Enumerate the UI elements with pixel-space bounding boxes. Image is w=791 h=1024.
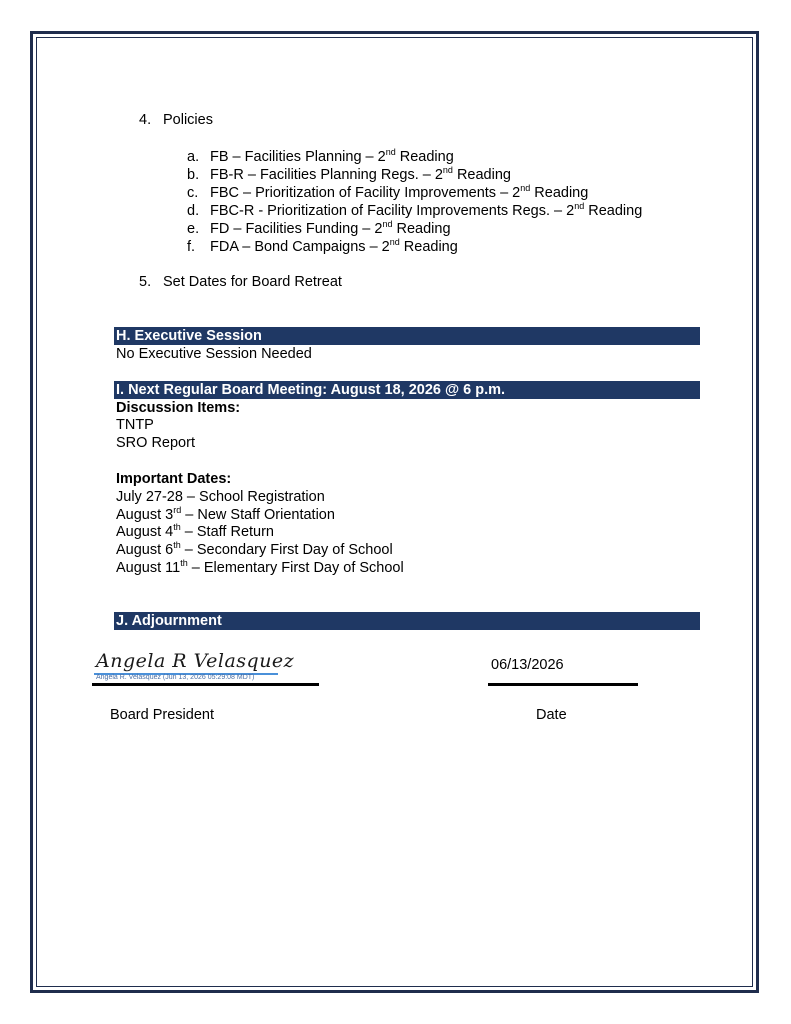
policy-sup: nd [382,219,393,229]
section-h-heading: H. Executive Session [114,327,700,345]
policy-suffix: Reading [452,167,511,183]
signature-line [92,683,319,686]
policy-sup: nd [442,165,453,175]
policy-text: FBC-R - Prioritization of Facility Improvements Regs. – 2 [210,203,575,219]
policy-letter: d. [187,203,200,219]
policy-text: FBC – Prioritization of Facility Improvements – 2 [210,185,521,201]
policy-item [187,165,511,184]
policy-sup: nd [520,183,531,193]
policies-heading [139,111,213,129]
date-label: Date [536,707,567,723]
policy-suffix: Reading [392,221,451,237]
retreat-item [139,273,342,291]
discussion-item: TNTP [116,417,154,433]
policy-letter: e. [187,221,200,237]
date-item: August 11th – Elementary First Day of School [116,558,404,576]
policy-letter: f. [187,239,196,255]
policy-item [187,219,451,238]
policy-item [187,201,643,220]
date-item: August 6th – Secondary First Day of School [116,540,393,558]
policy-text: FDA – Bond Campaigns – 2 [210,239,390,255]
policy-item [187,183,589,202]
section-i-heading: I. Next Regular Board Meeting: August 18, 2026 @ 6 p.m. [114,381,700,399]
signature-date: 06/13/2026 [491,657,564,673]
signature-script: Angela R Velasquez [96,650,295,672]
date-item: July 27-28 – School Registration [116,489,325,505]
policies-number: 4. [139,112,152,128]
policy-suffix: Reading [584,203,643,219]
date-item: August 3rd – New Staff Orientation [116,505,335,523]
important-dates-label: Important Dates: [116,471,232,487]
policy-item [187,147,454,166]
retreat-number: 5. [139,274,152,290]
policy-letter: c. [187,185,199,201]
section-h-body: No Executive Session Needed [116,346,312,362]
date-line [488,683,638,686]
section-j-heading: J. Adjournment [114,612,700,630]
policy-sup: nd [574,201,585,211]
policy-sup: nd [385,147,396,157]
policy-suffix: Reading [530,185,589,201]
policy-letter: a. [187,149,200,165]
policy-item [187,237,458,256]
policy-text: FB-R – Facilities Planning Regs. – 2 [210,167,443,183]
policy-sup: nd [389,237,400,247]
policy-text: FB – Facilities Planning – 2 [210,149,386,165]
signature-caption: Angela R. Velasquez (Jun 13, 2026 05:29:08 MDT) [96,674,255,681]
discussion-label: Discussion Items: [116,400,241,416]
date-item: August 4th – Staff Return [116,522,274,540]
policy-suffix: Reading [395,149,454,165]
policy-text: FD – Facilities Funding – 2 [210,221,383,237]
discussion-item: SRO Report [116,435,195,451]
policies-title: Policies [163,112,213,128]
board-president-label: Board President [110,707,214,723]
policy-letter: b. [187,167,200,183]
policy-suffix: Reading [399,239,458,255]
retreat-title: Set Dates for Board Retreat [163,274,342,290]
